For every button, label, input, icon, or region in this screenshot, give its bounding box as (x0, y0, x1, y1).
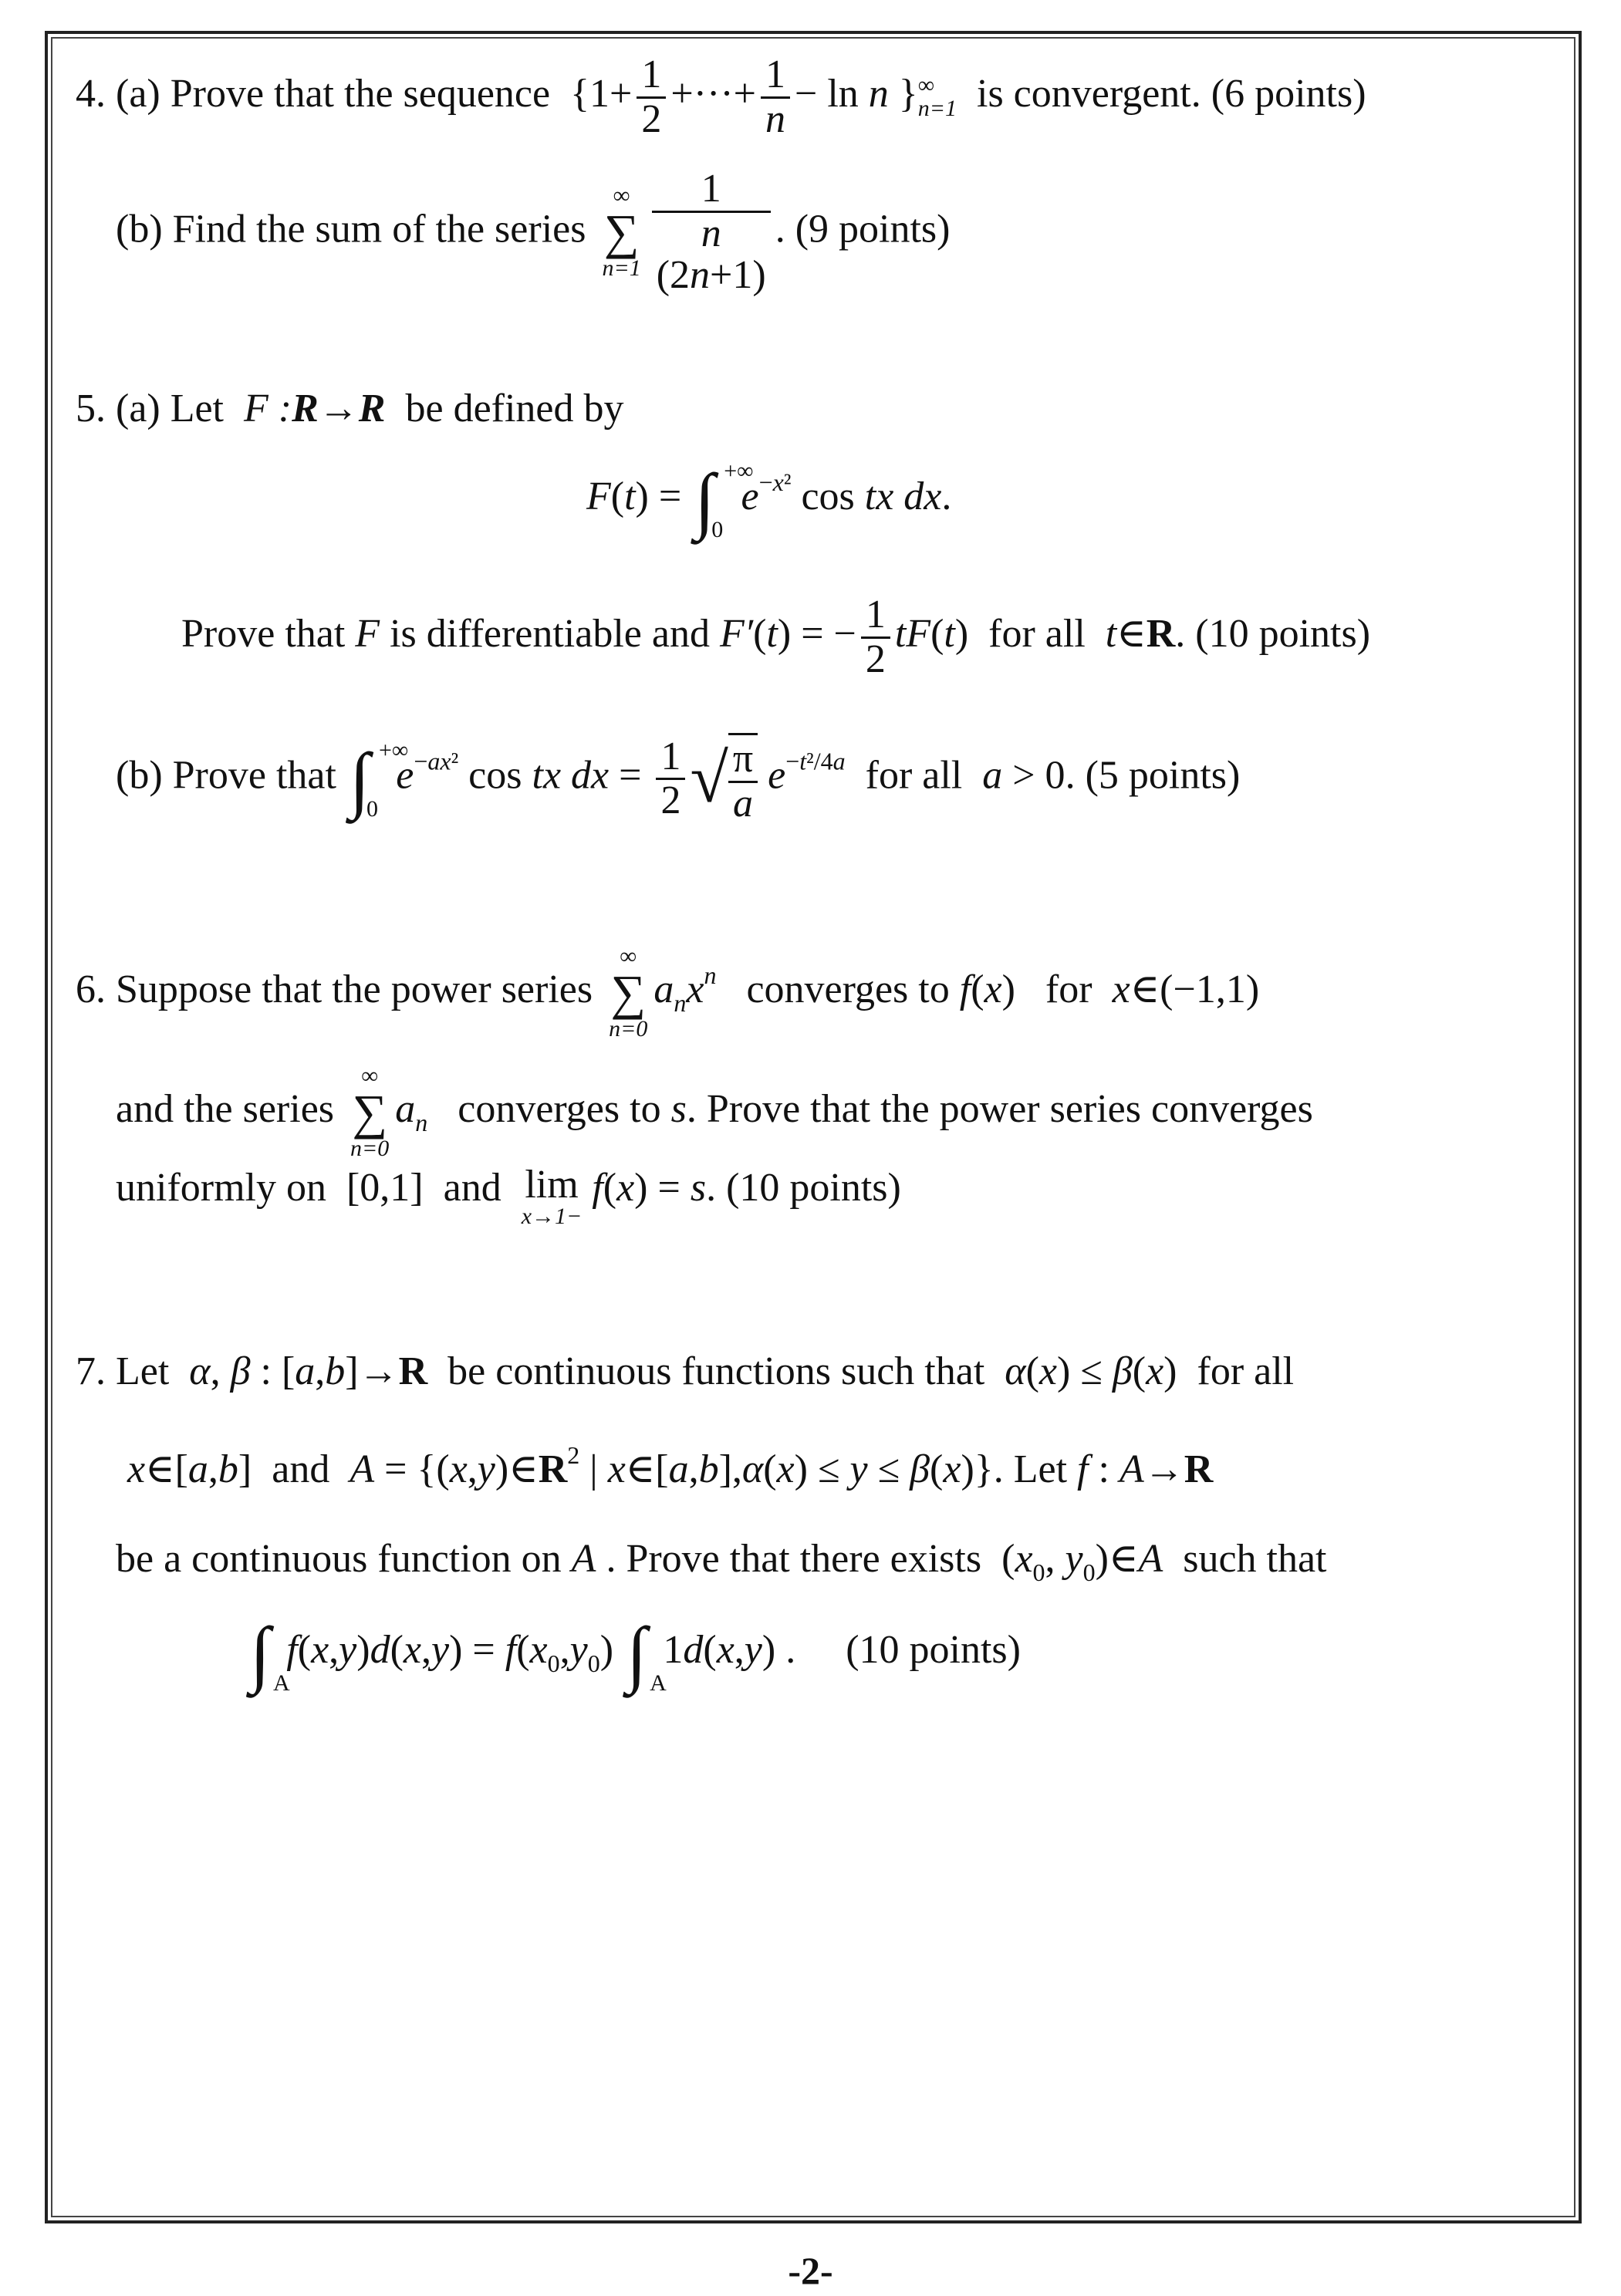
q7-line2: x∈[a,b] and $A = \{(x,y)\in R^2$ | x∈[a,b],α(x) ≤ y ≤ β(x)}. Let f : A→R (127, 1441, 1214, 1491)
q6-line3-prefix: uniformly on (116, 1166, 326, 1210)
q4-a-line (76, 54, 1366, 140)
q5-b-line: (b) Prove that ∫ +∞ 0 $e^{-ax^2}$ cos tx dx = $\frac{1}{2}$ √ $\frac{\pi}{a}$ $e^{-t^2/4a}$ for all a > 0. (5 points) (116, 734, 1241, 826)
q5-a-map: F :R→R (234, 387, 386, 430)
q5-a-for-all: for all (988, 612, 1086, 657)
q4-a-sequence: {1+ $\frac{1}{2}$ +···+ $\frac{1}{n}$ − ln n } ∞ n=1 (560, 52, 957, 141)
q6-line2-prefix: and the series (116, 1086, 335, 1131)
q6-line2-mid: converges to (458, 1086, 661, 1131)
q7-line2-and: and (272, 1447, 330, 1491)
q7-line3-suffix: such that (1183, 1537, 1327, 1581)
q7-line3-prefix: be a continuous function on (116, 1537, 562, 1581)
q5-a-line (76, 386, 624, 431)
q6-line3: uniformly on [0,1] and lim x→1− f(x) = s. (10 points) (116, 1163, 901, 1229)
q5-a-integral: F(t) = ∫ +∞ 0 $e^{-x^2}$ cos tx dx. (586, 458, 952, 542)
q5-b-for-all: for all (865, 753, 963, 798)
q7-line3: be a continuous function on A . Prove that there exists ($x_0$, $y_0)\in A$ such that (116, 1537, 1327, 1586)
q5-a-suffix: be defined by (405, 387, 624, 430)
q7-line1-suffix: for all (1197, 1349, 1295, 1393)
q6-line2-suffix: . Prove that the power series converges (686, 1086, 1313, 1131)
q7-line1-prefix: 7. Let (76, 1349, 170, 1393)
q4-b-suffix: . (9 points) (775, 207, 951, 252)
q6-line3-and: and (443, 1166, 501, 1210)
q5-a-prefix: 5. (a) Let (76, 387, 225, 430)
q5-a-prove-1: Prove that (181, 612, 346, 657)
q6-line1-mid: converges to (746, 967, 950, 1011)
q4-a-prefix: 4. (a) Prove that the sequence (76, 72, 551, 116)
q7-line1-mid: be continuous functions such that (447, 1349, 985, 1393)
q5-b-prefix: (b) Prove that (116, 753, 336, 798)
q5-b-points: . (5 points) (1065, 753, 1241, 798)
q4-b-line (116, 168, 950, 297)
q6-line3-points: . (10 points) (706, 1166, 901, 1210)
q7-integral-equation: ∫ A $f(x,y)d(x,y) = f(x_0,y_0)$ ∫ A 1d(x,y) . (10 points) (250, 1612, 1021, 1696)
q6-line1-for: for (1045, 967, 1092, 1011)
q4-a-suffix: is convergent. (6 points) (977, 72, 1366, 116)
q7-points: (10 points) (846, 1627, 1021, 1672)
q7-line3-mid: . Prove that there exists (606, 1537, 982, 1581)
q6-line1: 6. Suppose that the power series ∞ ∑ n=0 $a_nx^n$ converges to f(x) for x∈(−1,1) (76, 944, 1260, 1042)
q4-b-series: ∞ ∑ n=1 1 n (2n+1) (596, 207, 775, 251)
q4-b-prefix: (b) Find the sum of the series (116, 207, 586, 252)
q5-a-points: . (10 points) (1175, 612, 1371, 657)
q5-a-prove-2: is differentiable and (390, 612, 710, 657)
q7-line2-let: . Let (993, 1447, 1068, 1491)
q7-line1: 7. Let α, β : [a,b]→R be continuous functions such that α(x) ≤ β(x) for all (76, 1349, 1295, 1393)
q6-line1-prefix: 6. Suppose that the power series (76, 967, 593, 1011)
q6-line2: and the series ∞ ∑ n=0 $a_n$ converges to s. Prove that the power series converges (116, 1063, 1313, 1161)
page-number: -2- (788, 2249, 833, 2292)
q5-a-prove-line: Prove that F is differentiable and F′(t) = − $\frac{1}{2}$ tF(t) for all t∈R. (10 points) (181, 593, 1371, 681)
